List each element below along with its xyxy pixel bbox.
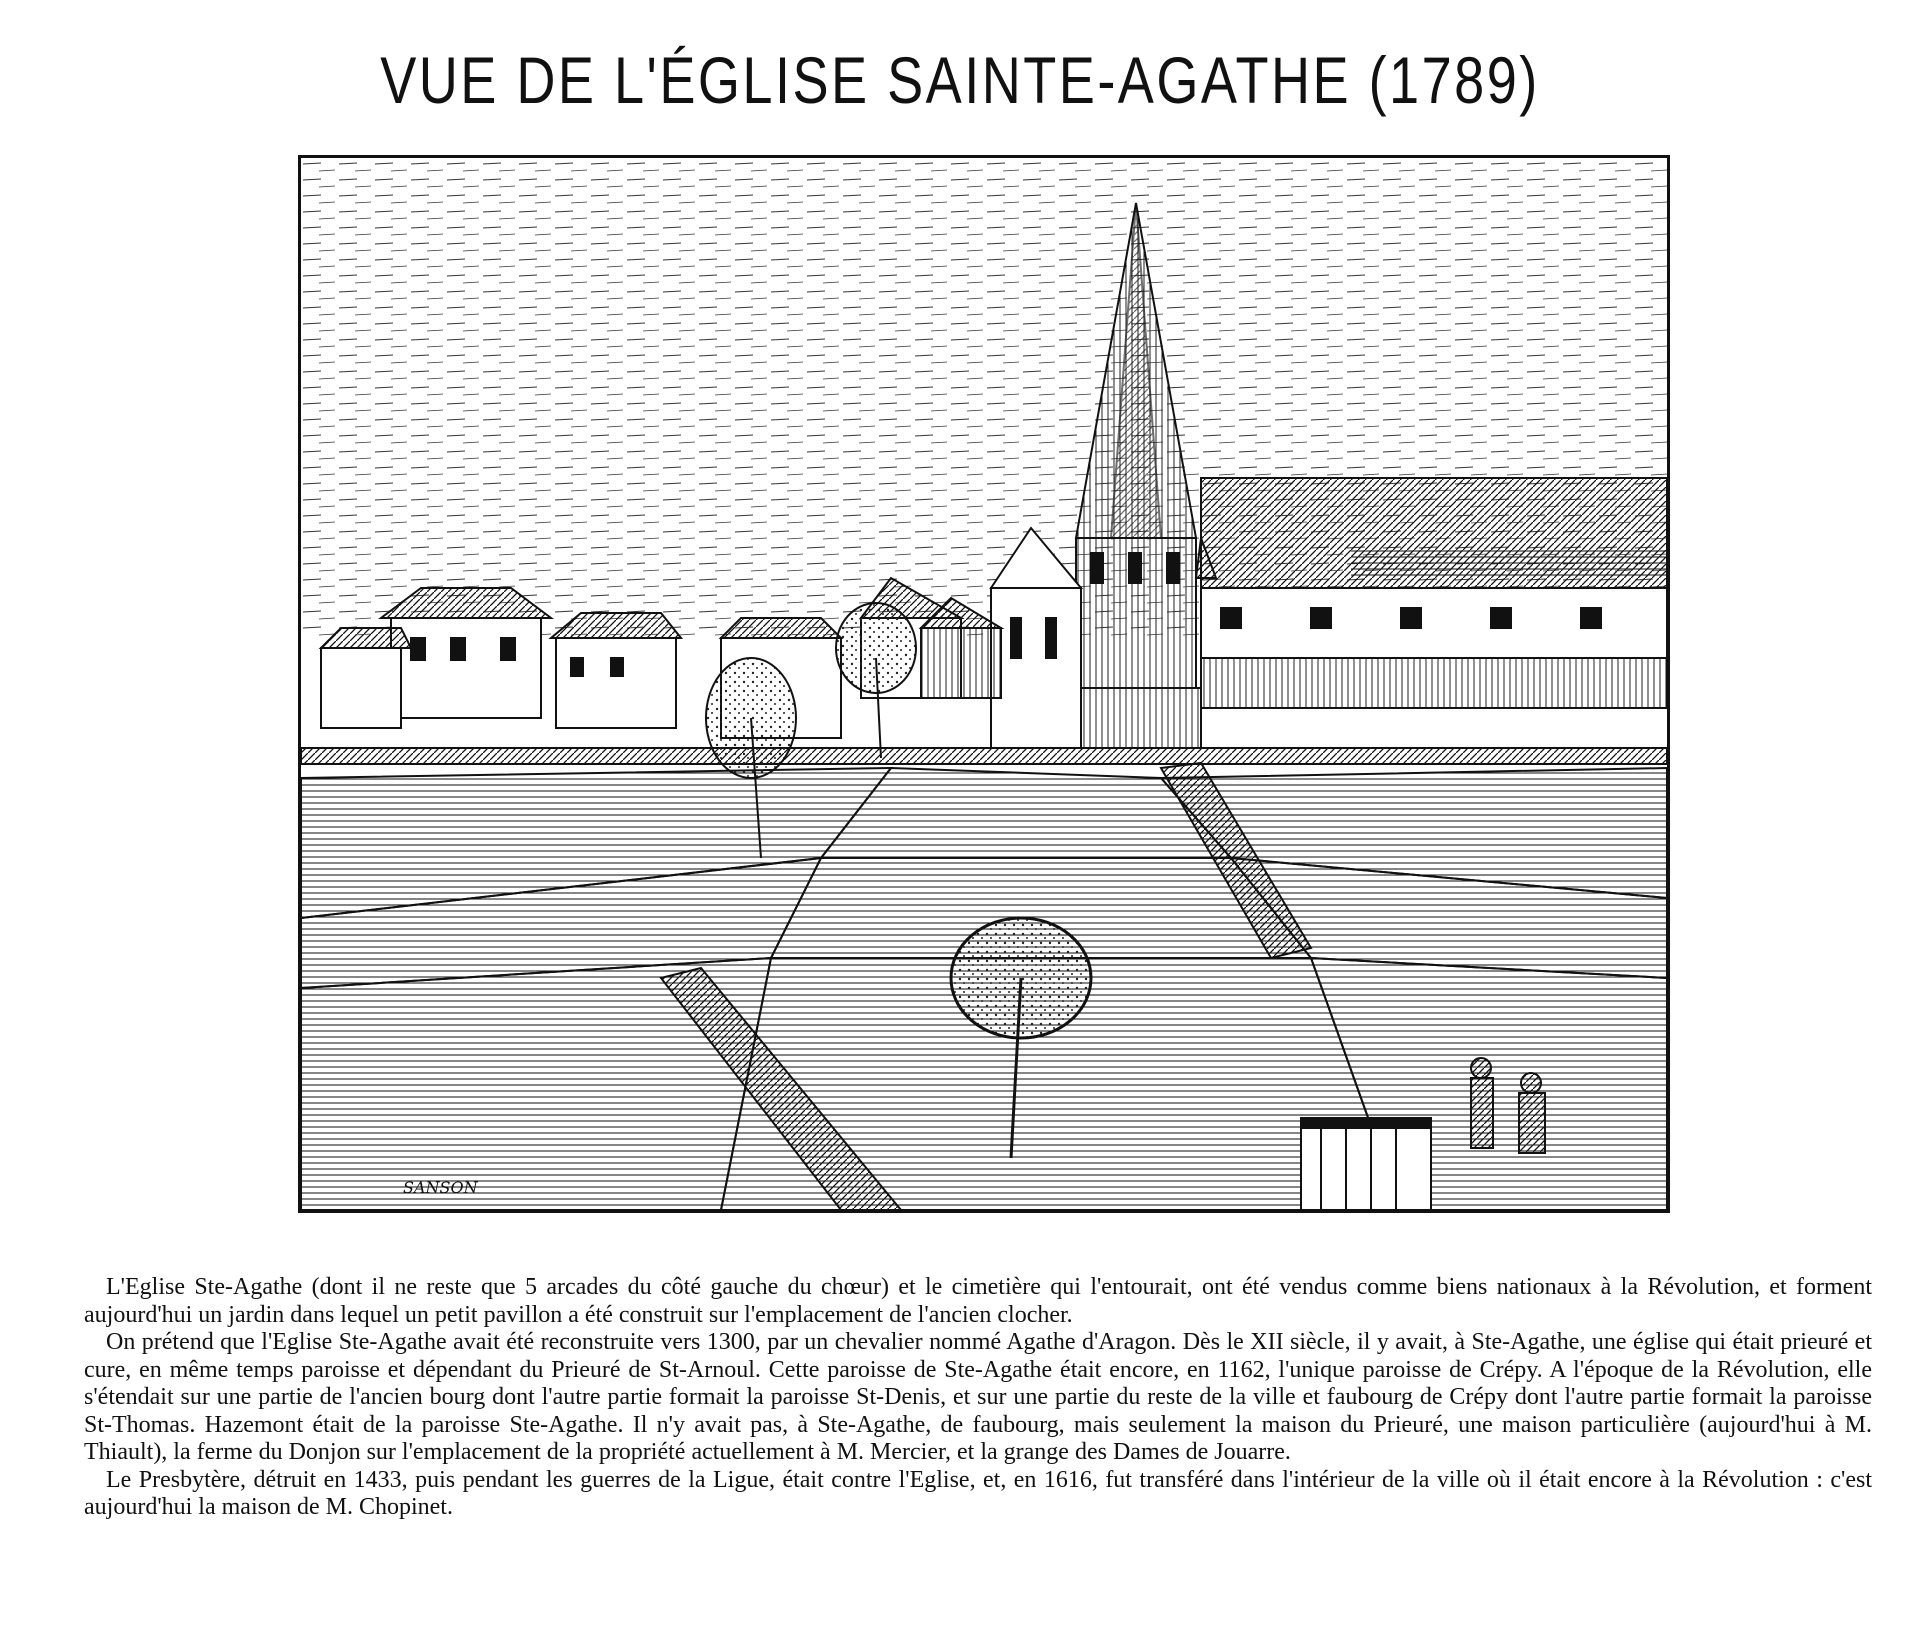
body-text	[84, 1274, 1872, 1522]
garden-wall	[301, 748, 1667, 764]
artist-signature: SANSON	[403, 1178, 478, 1197]
garden-tree-back	[836, 603, 916, 758]
engraving-drawing	[301, 158, 1667, 1210]
church-engraving-illustration	[298, 155, 1670, 1213]
long-building	[1201, 478, 1667, 708]
pavilion	[1301, 1118, 1431, 1210]
page-title: VUE DE L'ÉGLISE SAINTE-AGATHE (1789)	[380, 43, 1540, 117]
paragraph-1: L'Eglise Ste-Agathe (dont il ne reste que 5 arcades du côté gauche du chœur) et le cimetière qui l'entourait, ont été vendus comme biens nationaux à la Révolution, et forment aujourd'hui un jardin dans lequel un petit pavillon a été construit sur l'emplacement de l'ancien clocher.	[84, 1274, 1872, 1328]
paragraph-3: Le Presbytère, détruit en 1433, puis pendant les guerres de la Ligue, était contre l'Eglise, et, en 1616, fut transféré dans l'intérieur de la ville où il était encore à la Révolution : c'est aujourd'hui la maison de M. Chopinet.	[84, 1466, 1872, 1520]
paragraph-2: On prétend que l'Eglise Ste-Agathe avait été reconstruite vers 1300, par un chevalier nommé Agathe d'Aragon. Dès le XII siècle, il y avait, à Ste-Agathe, une église qui était prieuré et cure, en même temps paroisse et dépendant du Prieuré de St-Arnoul. Cette paroisse de Ste-Agathe était encore, en 1162, l'unique paroisse de Crépy. A l'époque de la Révolution, elle s'étendait sur une partie de l'ancien bourg dont l'autre partie formait la paroisse St-Denis, et sur une partie du reste de la ville et faubourg de Crépy dont l'autre partie formait la paroisse St-Thomas. Hazemont était de la paroisse Ste-Agathe. Il n'y avait pas, à Ste-Agathe, de faubourg, mais seulement la maison du Prieuré, une maison particulière (aujourd'hui à M. Thiault), la ferme du Donjon sur l'emplacement de la propriété actuellement à M. Mercier, et la grange des Dames de Jouarre.	[84, 1329, 1872, 1465]
